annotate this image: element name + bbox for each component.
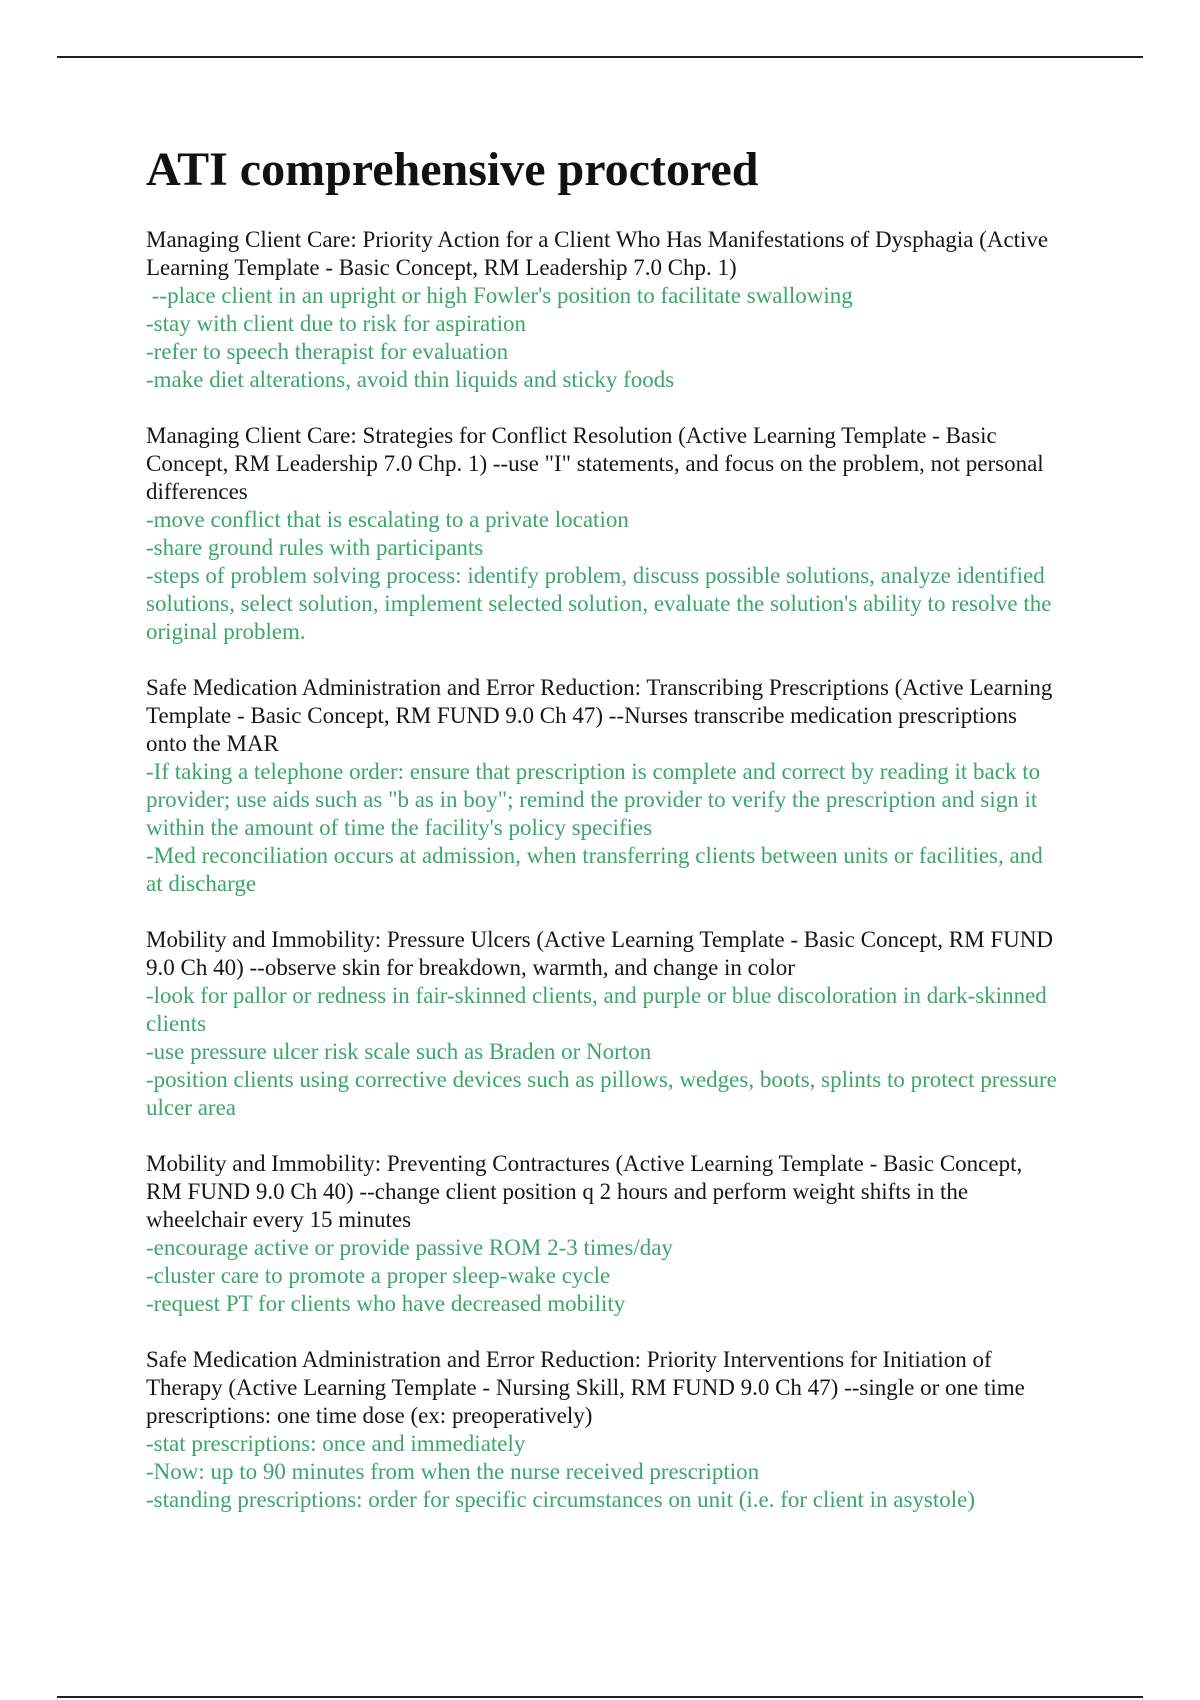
section-initiation-of-therapy <box>146 1346 1062 1514</box>
section-note: -stay with client due to risk for aspiration <box>146 311 527 336</box>
section-heading: Mobility and Immobility: Preventing Contractures (Active Learning Template - Basic Concept, RM FUND 9.0 Ch 40) --change client position q 2 hours and perform weight shifts in the wheelchair every 15 minutes <box>146 1151 1023 1232</box>
section-note: -look for pallor or redness in fair-skinned clients, and purple or blue discoloration in dark-skinned clients <box>146 983 1047 1036</box>
section-heading: Safe Medication Administration and Error Reduction: Priority Interventions for Initiation of Therapy (Active Learning Template - Nursing Skill, RM FUND 9.0 Ch 47) --single or one time prescriptions: one time dose (ex: preoperatively) <box>146 1347 1025 1428</box>
document-body <box>146 140 1062 1542</box>
section-note: -stat prescriptions: once and immediately <box>146 1431 526 1456</box>
section-note: -If taking a telephone order: ensure that prescription is complete and correct by reading it back to provider; use aids such as "b as in boy"; remind the provider to verify the prescription and sign it within the amount of time the facility's policy specifies <box>146 759 1041 840</box>
section-note: -standing prescriptions: order for specific circumstances on unit (i.e. for client in asystole) <box>146 1487 976 1512</box>
section-note: -refer to speech therapist for evaluation <box>146 339 509 364</box>
section-heading: Managing Client Care: Strategies for Conflict Resolution (Active Learning Template - Basic Concept, RM Leadership 7.0 Chp. 1) --use "I" statements, and focus on the problem, not personal differences <box>146 423 1044 504</box>
section-note: -make diet alterations, avoid thin liquids and sticky foods <box>146 367 675 392</box>
section-note: -use pressure ulcer risk scale such as Braden or Norton <box>146 1039 652 1064</box>
section-note: -Now: up to 90 minutes from when the nurse received prescription <box>146 1459 760 1484</box>
section-note: -Med reconciliation occurs at admission, when transferring clients between units or facilities, and at discharge <box>146 843 1043 896</box>
section-note: -cluster care to promote a proper sleep-wake cycle <box>146 1263 611 1288</box>
top-rule <box>57 56 1143 58</box>
section-note: -encourage active or provide passive ROM 2-3 times/day <box>146 1235 673 1260</box>
section-note: -share ground rules with participants <box>146 535 484 560</box>
section-pressure-ulcers <box>146 926 1062 1122</box>
section-note: -request PT for clients who have decreased mobility <box>146 1291 626 1316</box>
bottom-rule <box>57 1696 1143 1698</box>
section-conflict-resolution <box>146 422 1062 646</box>
section-preventing-contractures <box>146 1150 1062 1318</box>
section-note: -position clients using corrective devices such as pillows, wedges, boots, splints to protect pressure ulcer area <box>146 1067 1057 1120</box>
section-dysphagia <box>146 226 1062 394</box>
section-note: -move conflict that is escalating to a private location <box>146 507 629 532</box>
section-heading: Safe Medication Administration and Error Reduction: Transcribing Prescriptions (Active Learning Template - Basic Concept, RM FUND 9.0 Ch 47) --Nurses transcribe medication prescriptions onto the MAR <box>146 675 1053 756</box>
section-note: --place client in an upright or high Fowler's position to facilitate swallowing <box>146 283 853 308</box>
section-note: -steps of problem solving process: identify problem, discuss possible solutions, analyze identified solutions, select solution, implement selected solution, evaluate the solution's ability to resolve the original problem. <box>146 563 1052 644</box>
section-heading: Managing Client Care: Priority Action for a Client Who Has Manifestations of Dysphagia (Active Learning Template - Basic Concept, RM Leadership 7.0 Chp. 1) <box>146 227 1049 280</box>
section-heading: Mobility and Immobility: Pressure Ulcers (Active Learning Template - Basic Concept, RM FUND 9.0 Ch 40) --observe skin for breakdown, warmth, and change in color <box>146 927 1053 980</box>
document-title: ATI comprehensive proctored <box>146 143 759 196</box>
section-transcribing-prescriptions <box>146 674 1062 898</box>
